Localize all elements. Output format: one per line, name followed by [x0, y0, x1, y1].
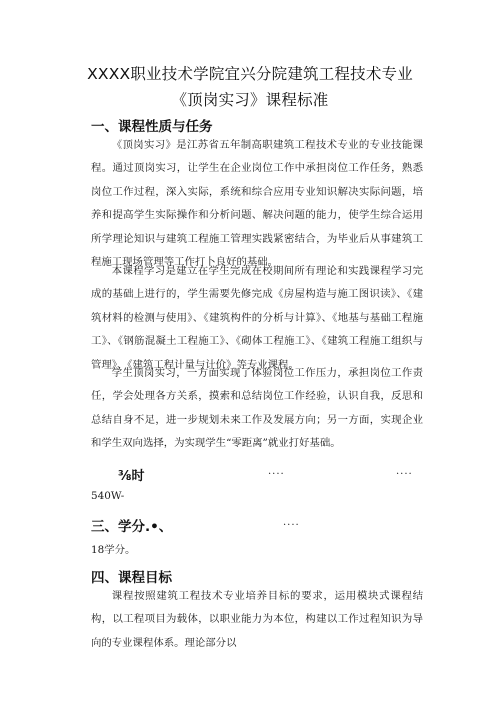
document-title-line2: 《顶岗实习》课程标准 — [171, 91, 329, 109]
document-title-line1: XXXX职业技术学院宜兴分院建筑工程技术专业 — [87, 65, 413, 83]
section1-paragraph2: 本课程学习是建立在学生完成在校期间所有理论和实践课程学习完成的基础上进行的，学生需要先修完成《房屋构造与施工图识读》、《建筑材料的检测与使用》、《建筑构件的分析与计算》、《地基与基础工程施工》、《钢筋混凝土工程施工》、《砌体工程施工》、《建筑工程施工组织与管理》、《建筑工程计量与计价》等专业课程。 — [91, 265, 423, 371]
section2-dots-a: .... — [268, 466, 285, 477]
section1-paragraph1: 《顶岗实习》是江苏省五年制高职建筑工程技术专业的专业技能课程。通过顶岗实习，让学生在企业岗位工作中承担岗位工作任务，熟悉岗位工作过程，深入实际，系统和综合应用专业知识解决实际问题，培养和提高学生实际操作和分析问题、解决问题的能力，使学生综合运用所学理论知识与建筑工程施工管理实践紧密结合，为毕业后从事建筑工程施工现场管理等工作打卜良好的基础。 — [91, 139, 423, 269]
section2-dots-b: .... — [396, 466, 413, 477]
section4-heading: 四、课程目标 — [91, 570, 172, 586]
section4-paragraph1: 课程按照建筑工程技术专业培养目标的要求，运用模块式课程结构，以工程项目为载体，以职业能力为本位，构建以工作过程知识为导向的专业课程体系。理论部分以 — [91, 590, 423, 649]
section2-heading: ⅜时 — [118, 469, 145, 484]
section1-heading: 一、课程性质与任务 — [91, 119, 213, 135]
section3-value: 18学分。 — [91, 544, 136, 556]
section3-dots: .... — [283, 517, 300, 528]
section3-heading: 三、学分.•、 — [91, 519, 173, 535]
section2-value: 540W- — [91, 490, 125, 502]
section1-paragraph3: 学生顶岗实习，一方面实现了体验岗位工作压力，承担岗位工作责任，学会处理各方关系，摸索和总结岗位工作经验，认识自我，反思和总结自身不足，进一步规划未来工作及发展方向；另一方面，实现企业和学生双向选择，为实现学生“零距离”就业打好基础。 — [91, 367, 423, 450]
